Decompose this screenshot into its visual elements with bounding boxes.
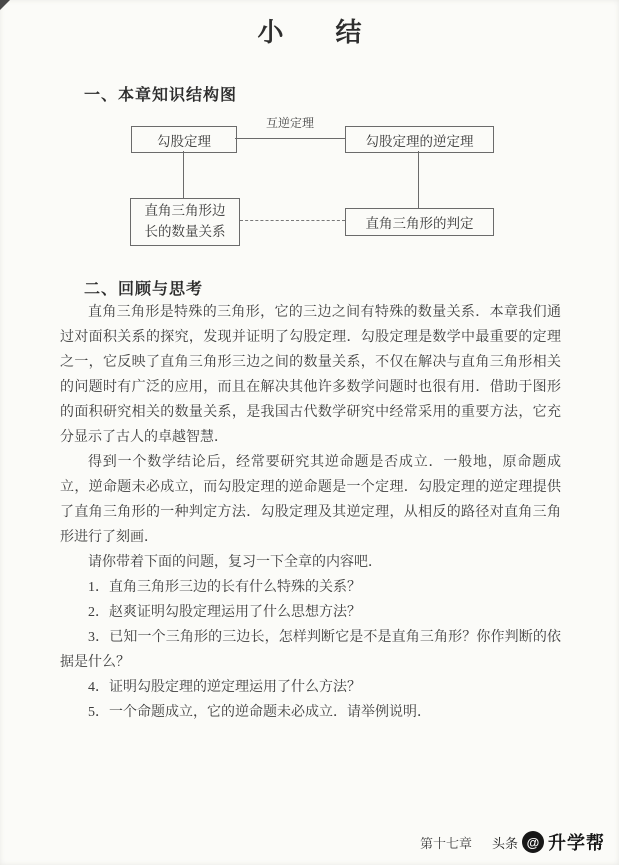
paragraph: 请你带着下面的问题，复习一下全章的内容吧． (88, 555, 382, 570)
diagram-connector-right-vertical (418, 151, 419, 208)
question-item: 4．证明勾股定理的逆定理运用了什么方法？ (88, 680, 361, 695)
watermark-prefix: 头条 (491, 835, 518, 851)
scan-corner-artifact (0, 0, 10, 10)
diagram-edge-label: 互逆定理 (265, 116, 314, 130)
knowledge-structure-diagram (0, 112, 619, 264)
diagram-box-determination: 直角三角形的判定 (345, 208, 494, 236)
question-item: 2．赵爽证明勾股定理运用了什么思想方法？ (88, 605, 361, 620)
chapter-label: 第十七章 (419, 835, 472, 851)
paragraph: 得到一个数学结论后，经常要研究其逆命题是否成立．一般地，原命题成立，逆命题未必成立，而勾股定理的逆命题是一个定理．勾股定理的逆定理提供了直角三角形的一种判定方法．勾股定理及其逆定理，从相反的路径对直角三角形进行了刻画． (60, 455, 561, 545)
diagram-box-pythagorean: 勾股定理 (131, 126, 237, 153)
diagram-connector-horizontal (235, 138, 345, 139)
diagram-connector-dashed (240, 220, 345, 221)
question-item: 3．已知一个三角形的三边长，怎样判断它是不是直角三角形？你作判断的依据是什么？ (60, 630, 561, 670)
diagram-box-converse-theorem: 勾股定理的逆定理 (345, 126, 494, 153)
section-heading-review: 二、回顾与思考 (84, 281, 204, 298)
section-heading-structure: 一、本章知识结构图 (84, 87, 238, 104)
watermark-name: 升学帮 (548, 833, 605, 853)
page-footer (0, 827, 605, 857)
question-item: 5．一个命题成立，它的逆命题未必成立．请举例说明． (88, 705, 431, 720)
review-text-block (60, 300, 561, 725)
question-item: 1．直角三角形三边的长有什么特殊的关系？ (88, 580, 361, 595)
page-title: 小 结 (257, 18, 362, 47)
diagram-box-side-relation: 直角三角形边长的数量关系 (130, 198, 240, 246)
diagram-connector-left-vertical (183, 151, 184, 198)
paragraph: 直角三角形是特殊的三角形，它的三边之间有特殊的数量关系．本章我们通过对面积关系的探究，发现并证明了勾股定理．勾股定理是数学中最重要的定理之一，它反映了直角三角形三边之间的数量关系，不仅在解决与直角三角形相关的问题时有广泛的应用，而且在解决其他许多数学问题时也很有用．借助于图形的面积研究相关的数量关系，是我国古代数学研究中经常采用的重要方法，它充分显示了古人的卓越智慧． (60, 305, 561, 445)
shengxuebang-logo-icon: @ (522, 831, 544, 853)
